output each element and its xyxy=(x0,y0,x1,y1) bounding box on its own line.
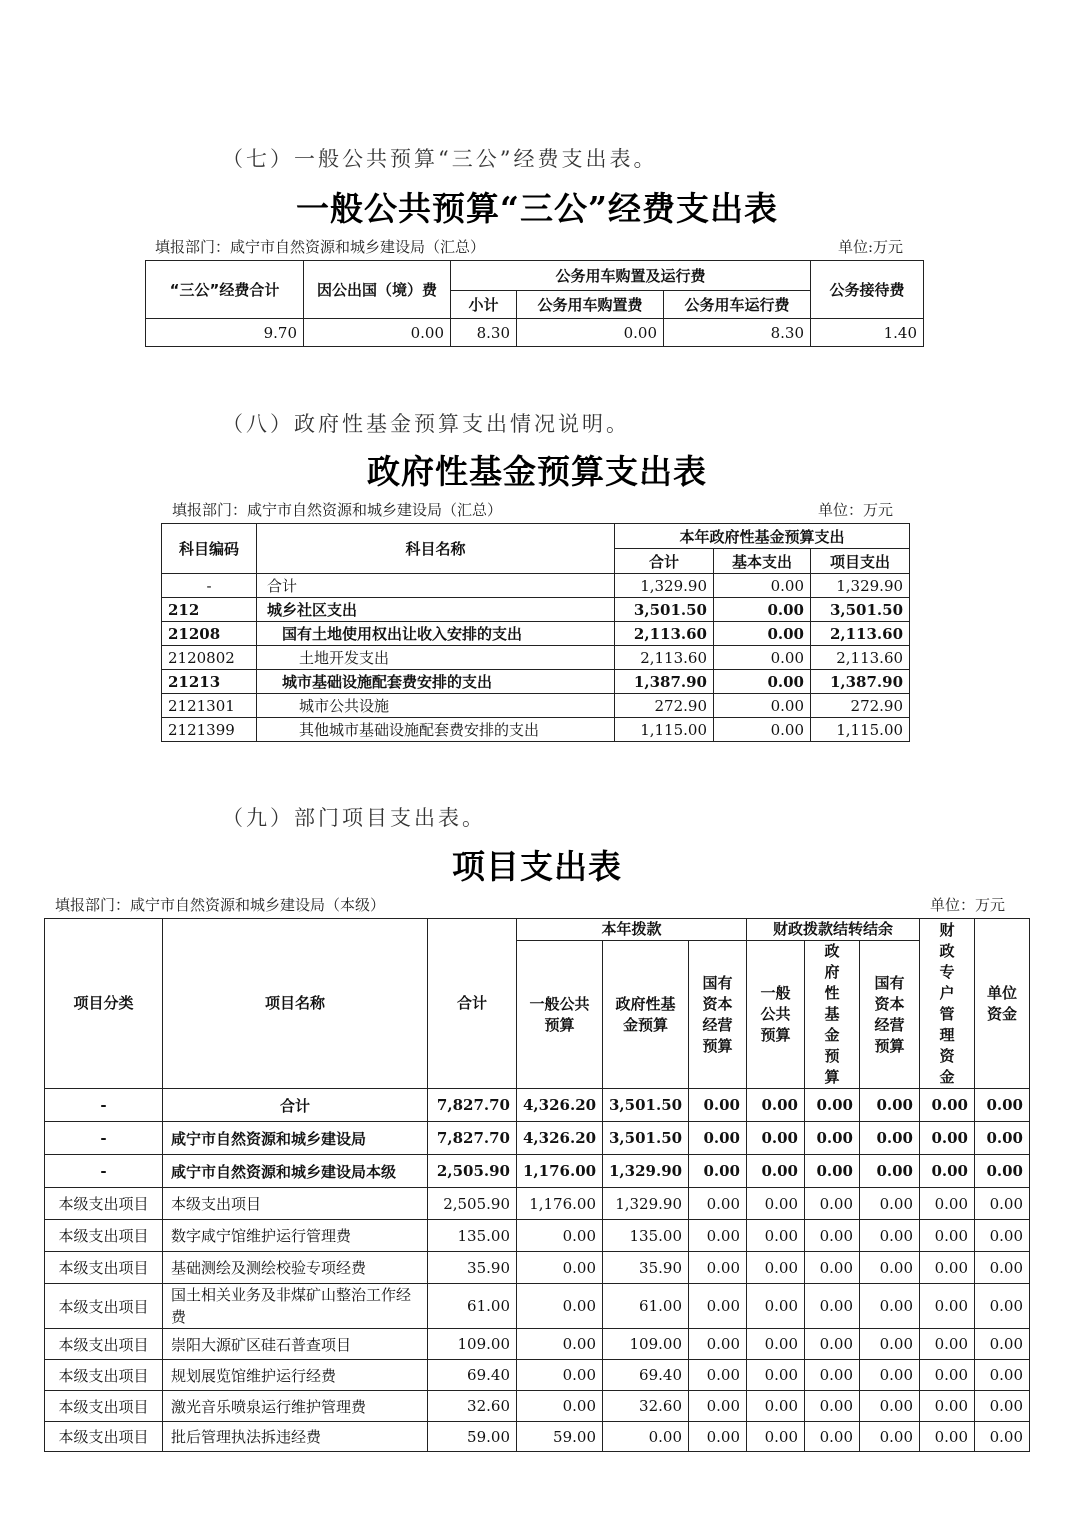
cell-value: 69.40 xyxy=(428,1360,517,1391)
cell-value: 3,501.50 xyxy=(615,598,714,622)
cell-value: 2,505.90 xyxy=(428,1155,517,1188)
cell-value: 0.00 xyxy=(920,1089,975,1122)
cell-value: 0.00 xyxy=(920,1122,975,1155)
table-row xyxy=(45,1089,1030,1122)
cell-code: 2121399 xyxy=(162,718,257,742)
cell-value: 0.00 xyxy=(805,1252,860,1284)
header-name: 项目名称 xyxy=(163,919,428,1089)
header-total: “三公”经费合计 xyxy=(146,261,304,319)
cell-value: 0.00 xyxy=(714,718,811,742)
cell-value: 7,827.70 xyxy=(428,1089,517,1122)
cell-value: 0.00 xyxy=(920,1422,975,1452)
cell-name: 咸宁市自然资源和城乡建设局本级 xyxy=(163,1155,428,1188)
cell-value: 0.00 xyxy=(304,319,451,347)
cell-value: 61.00 xyxy=(603,1284,689,1329)
table-row xyxy=(162,574,910,598)
header-c-state-cap: 国有资本经营预算 xyxy=(860,941,920,1089)
cell-name: 国有土地使用权出让收入安排的支出 xyxy=(257,622,615,646)
cell-value: 0.00 xyxy=(689,1360,747,1391)
cell-value: 0.00 xyxy=(689,1329,747,1360)
cell-value: 135.00 xyxy=(603,1220,689,1252)
cell-name: 激光音乐喷泉运行维护管理费 xyxy=(163,1391,428,1422)
header-unit-funds: 单位资金 xyxy=(975,919,1030,1089)
cell-value: 272.90 xyxy=(811,694,910,718)
cell-value: 0.00 xyxy=(975,1422,1030,1452)
cell-value: 0.00 xyxy=(714,646,811,670)
cell-value: 0.00 xyxy=(517,1329,603,1360)
header-category: 项目分类 xyxy=(45,919,163,1089)
cell-value: 0.00 xyxy=(805,1089,860,1122)
cell-value: 0.00 xyxy=(747,1122,805,1155)
cell-value: 1,329.90 xyxy=(811,574,910,598)
cell-category: 本级支出项目 xyxy=(45,1188,163,1220)
header-basic: 基本支出 xyxy=(714,549,811,574)
cell-value: 2,113.60 xyxy=(615,622,714,646)
gov-fund-table xyxy=(161,523,910,742)
cell-value: 0.00 xyxy=(714,574,811,598)
header-reception: 公务接待费 xyxy=(811,261,924,319)
cell-value: 4,326.20 xyxy=(517,1122,603,1155)
cell-value: 0.00 xyxy=(920,1391,975,1422)
cell-name: 数字咸宁馆维护运行管理费 xyxy=(163,1220,428,1252)
header-name: 科目名称 xyxy=(257,524,615,574)
cell-name: 城乡社区支出 xyxy=(257,598,615,622)
cell-value: 109.00 xyxy=(603,1329,689,1360)
cell-name: 崇阳大源矿区硅石普查项目 xyxy=(163,1329,428,1360)
reporting-dept: 填报部门：咸宁市自然资源和城乡建设局（本级） xyxy=(55,896,386,914)
cell-value: 3,501.50 xyxy=(603,1089,689,1122)
cell-name: 咸宁市自然资源和城乡建设局 xyxy=(163,1122,428,1155)
cell-value: 0.00 xyxy=(975,1329,1030,1360)
cell-value: 0.00 xyxy=(747,1252,805,1284)
header-general: 一般公共预算 xyxy=(517,941,603,1089)
cell-value: 0.00 xyxy=(860,1422,920,1452)
table-row xyxy=(146,319,924,347)
table-row xyxy=(45,1188,1030,1220)
header-total: 合计 xyxy=(428,919,517,1089)
table-row xyxy=(162,670,910,694)
three-public-table xyxy=(145,260,924,347)
header-current: 本年拨款 xyxy=(517,919,747,941)
table-title-three-public: 一般公共预算“三公”经费支出表 xyxy=(296,189,778,228)
cell-value: 0.00 xyxy=(689,1422,747,1452)
cell-value: 0.00 xyxy=(517,1284,603,1329)
cell-value: 0.00 xyxy=(860,1220,920,1252)
cell-value: 1,176.00 xyxy=(517,1155,603,1188)
cell-value: 0.00 xyxy=(860,1122,920,1155)
cell-value: 0.00 xyxy=(920,1155,975,1188)
cell-code: 212 xyxy=(162,598,257,622)
table-row xyxy=(45,1252,1030,1284)
cell-category: 本级支出项目 xyxy=(45,1360,163,1391)
cell-value: 0.00 xyxy=(860,1360,920,1391)
cell-value: 61.00 xyxy=(428,1284,517,1329)
cell-value: 0.00 xyxy=(975,1122,1030,1155)
cell-value: 32.60 xyxy=(428,1391,517,1422)
cell-value: 0.00 xyxy=(747,1422,805,1452)
project-table xyxy=(44,918,1030,1452)
cell-value: 8.30 xyxy=(664,319,811,347)
header-state-cap: 国有资本经营预算 xyxy=(689,941,747,1089)
cell-value: 0.00 xyxy=(860,1188,920,1220)
cell-category: 本级支出项目 xyxy=(45,1422,163,1452)
cell-value: 7,827.70 xyxy=(428,1122,517,1155)
cell-code: 21213 xyxy=(162,670,257,694)
cell-value: 0.00 xyxy=(689,1284,747,1329)
cell-category: - xyxy=(45,1155,163,1188)
cell-value: 0.00 xyxy=(920,1188,975,1220)
cell-value: 0.00 xyxy=(920,1360,975,1391)
cell-value: 0.00 xyxy=(805,1284,860,1329)
table-row xyxy=(162,694,910,718)
cell-category: 本级支出项目 xyxy=(45,1252,163,1284)
header-c-gov-fund: 政府性基金预算 xyxy=(805,941,860,1089)
cell-value: 0.00 xyxy=(689,1089,747,1122)
cell-value: 0.00 xyxy=(920,1252,975,1284)
cell-value: 0.00 xyxy=(714,670,811,694)
table-row xyxy=(45,1122,1030,1155)
cell-code: - xyxy=(162,574,257,598)
cell-value: 0.00 xyxy=(805,1188,860,1220)
cell-code: 2121301 xyxy=(162,694,257,718)
table-row xyxy=(45,1329,1030,1360)
reporting-dept: 填报部门：咸宁市自然资源和城乡建设局（汇总） xyxy=(155,238,486,256)
cell-value: 0.00 xyxy=(860,1252,920,1284)
unit-label: 单位：万元 xyxy=(818,501,894,519)
cell-value: 1,115.00 xyxy=(811,718,910,742)
header-special: 财政专户管理资金 xyxy=(920,919,975,1089)
cell-value: 0.00 xyxy=(975,1155,1030,1188)
header-car-group: 公务用车购置及运行费 xyxy=(451,261,811,291)
cell-value: 0.00 xyxy=(747,1360,805,1391)
cell-value: 0.00 xyxy=(805,1329,860,1360)
cell-value: 0.00 xyxy=(920,1284,975,1329)
table-row xyxy=(162,646,910,670)
header-car-purchase: 公务用车购置费 xyxy=(517,291,664,319)
cell-value: 0.00 xyxy=(920,1329,975,1360)
cell-code: 21208 xyxy=(162,622,257,646)
cell-category: 本级支出项目 xyxy=(45,1391,163,1422)
cell-value: 59.00 xyxy=(428,1422,517,1452)
cell-value: 0.00 xyxy=(689,1155,747,1188)
cell-value: 1.40 xyxy=(811,319,924,347)
cell-value: 0.00 xyxy=(689,1391,747,1422)
cell-value: 0.00 xyxy=(860,1391,920,1422)
table-row xyxy=(162,598,910,622)
cell-value: 8.30 xyxy=(451,319,517,347)
table-row xyxy=(162,622,910,646)
cell-value: 4,326.20 xyxy=(517,1089,603,1122)
cell-value: 0.00 xyxy=(975,1188,1030,1220)
cell-value: 135.00 xyxy=(428,1220,517,1252)
unit-label: 单位:万元 xyxy=(838,238,904,256)
cell-value: 0.00 xyxy=(714,694,811,718)
cell-name: 合计 xyxy=(257,574,615,598)
cell-value: 0.00 xyxy=(747,1284,805,1329)
cell-category: 本级支出项目 xyxy=(45,1329,163,1360)
cell-value: 0.00 xyxy=(975,1089,1030,1122)
cell-value: 0.00 xyxy=(860,1284,920,1329)
cell-value: 0.00 xyxy=(805,1155,860,1188)
cell-value: 0.00 xyxy=(747,1089,805,1122)
cell-value: 0.00 xyxy=(805,1220,860,1252)
cell-name: 其他城市基础设施配套费安排的支出 xyxy=(257,718,615,742)
header-gov-fund: 政府性基金预算 xyxy=(603,941,689,1089)
table-row xyxy=(45,1391,1030,1422)
cell-value: 0.00 xyxy=(747,1329,805,1360)
cell-value: 0.00 xyxy=(747,1188,805,1220)
cell-value: 2,113.60 xyxy=(811,646,910,670)
cell-value: 35.90 xyxy=(603,1252,689,1284)
table-title-project: 项目支出表 xyxy=(452,847,622,886)
cell-value: 0.00 xyxy=(517,1360,603,1391)
cell-name: 合计 xyxy=(163,1089,428,1122)
unit-label: 单位：万元 xyxy=(930,896,1006,914)
cell-value: 9.70 xyxy=(146,319,304,347)
cell-value: 0.00 xyxy=(975,1284,1030,1329)
header-abroad: 因公出国（境）费 xyxy=(304,261,451,319)
cell-value: 0.00 xyxy=(805,1122,860,1155)
header-project: 项目支出 xyxy=(811,549,910,574)
cell-value: 0.00 xyxy=(517,319,664,347)
header-c-general: 一般公共预算 xyxy=(747,941,805,1089)
cell-name: 城市公共设施 xyxy=(257,694,615,718)
cell-value: 2,113.60 xyxy=(811,622,910,646)
cell-value: 1,329.90 xyxy=(603,1188,689,1220)
header-car-run: 公务用车运行费 xyxy=(664,291,811,319)
cell-name: 本级支出项目 xyxy=(163,1188,428,1220)
table-row xyxy=(45,1284,1030,1329)
cell-value: 0.00 xyxy=(975,1360,1030,1391)
cell-value: 1,115.00 xyxy=(615,718,714,742)
cell-name: 基础测绘及测绘校验专项经费 xyxy=(163,1252,428,1284)
cell-value: 0.00 xyxy=(975,1220,1030,1252)
header-group: 本年政府性基金预算支出 xyxy=(615,524,910,549)
cell-value: 0.00 xyxy=(603,1422,689,1452)
cell-value: 0.00 xyxy=(975,1252,1030,1284)
cell-category: - xyxy=(45,1089,163,1122)
table-row xyxy=(45,1155,1030,1188)
cell-value: 0.00 xyxy=(517,1391,603,1422)
header-total: 合计 xyxy=(615,549,714,574)
cell-code: 2120802 xyxy=(162,646,257,670)
table-row xyxy=(162,718,910,742)
section-heading-8: （八）政府性基金预算支出情况说明。 xyxy=(222,412,630,436)
reporting-dept: 填报部门：咸宁市自然资源和城乡建设局（汇总） xyxy=(172,501,503,519)
cell-value: 0.00 xyxy=(689,1252,747,1284)
table-title-gov-fund: 政府性基金预算支出表 xyxy=(367,452,707,491)
cell-name: 规划展览馆维护运行经费 xyxy=(163,1360,428,1391)
cell-value: 109.00 xyxy=(428,1329,517,1360)
cell-value: 0.00 xyxy=(714,598,811,622)
cell-value: 0.00 xyxy=(860,1089,920,1122)
cell-value: 0.00 xyxy=(517,1252,603,1284)
cell-value: 0.00 xyxy=(920,1220,975,1252)
cell-value: 0.00 xyxy=(689,1220,747,1252)
cell-value: 1,176.00 xyxy=(517,1188,603,1220)
cell-name: 批后管理执法拆违经费 xyxy=(163,1422,428,1452)
cell-value: 1,387.90 xyxy=(811,670,910,694)
cell-value: 69.40 xyxy=(603,1360,689,1391)
cell-value: 0.00 xyxy=(805,1360,860,1391)
cell-name: 土地开发支出 xyxy=(257,646,615,670)
table-row xyxy=(45,1422,1030,1452)
cell-value: 3,501.50 xyxy=(811,598,910,622)
cell-value: 32.60 xyxy=(603,1391,689,1422)
table-row xyxy=(45,1360,1030,1391)
cell-category: 本级支出项目 xyxy=(45,1220,163,1252)
header-carry: 财政拨款结转结余 xyxy=(747,919,920,941)
cell-value: 35.90 xyxy=(428,1252,517,1284)
cell-value: 59.00 xyxy=(517,1422,603,1452)
cell-value: 1,329.90 xyxy=(603,1155,689,1188)
section-heading-7: （七）一般公共预算“三公”经费支出表。 xyxy=(222,147,658,171)
cell-value: 0.00 xyxy=(747,1220,805,1252)
cell-value: 2,505.90 xyxy=(428,1188,517,1220)
cell-value: 1,387.90 xyxy=(615,670,714,694)
cell-value: 0.00 xyxy=(860,1329,920,1360)
cell-value: 0.00 xyxy=(805,1422,860,1452)
cell-value: 2,113.60 xyxy=(615,646,714,670)
cell-value: 0.00 xyxy=(689,1188,747,1220)
cell-name: 国土相关业务及非煤矿山整治工作经费 xyxy=(163,1284,428,1329)
cell-value: 0.00 xyxy=(689,1122,747,1155)
header-code: 科目编码 xyxy=(162,524,257,574)
header-subtotal: 小计 xyxy=(451,291,517,319)
cell-value: 0.00 xyxy=(747,1391,805,1422)
table-row xyxy=(45,1220,1030,1252)
cell-value: 0.00 xyxy=(714,622,811,646)
cell-value: 1,329.90 xyxy=(615,574,714,598)
cell-name: 城市基础设施配套费安排的支出 xyxy=(257,670,615,694)
cell-category: 本级支出项目 xyxy=(45,1284,163,1329)
cell-value: 3,501.50 xyxy=(603,1122,689,1155)
cell-value: 272.90 xyxy=(615,694,714,718)
cell-value: 0.00 xyxy=(747,1155,805,1188)
section-heading-9: （九）部门项目支出表。 xyxy=(222,806,486,830)
cell-value: 0.00 xyxy=(517,1220,603,1252)
cell-category: - xyxy=(45,1122,163,1155)
cell-value: 0.00 xyxy=(975,1391,1030,1422)
cell-value: 0.00 xyxy=(805,1391,860,1422)
cell-value: 0.00 xyxy=(860,1155,920,1188)
